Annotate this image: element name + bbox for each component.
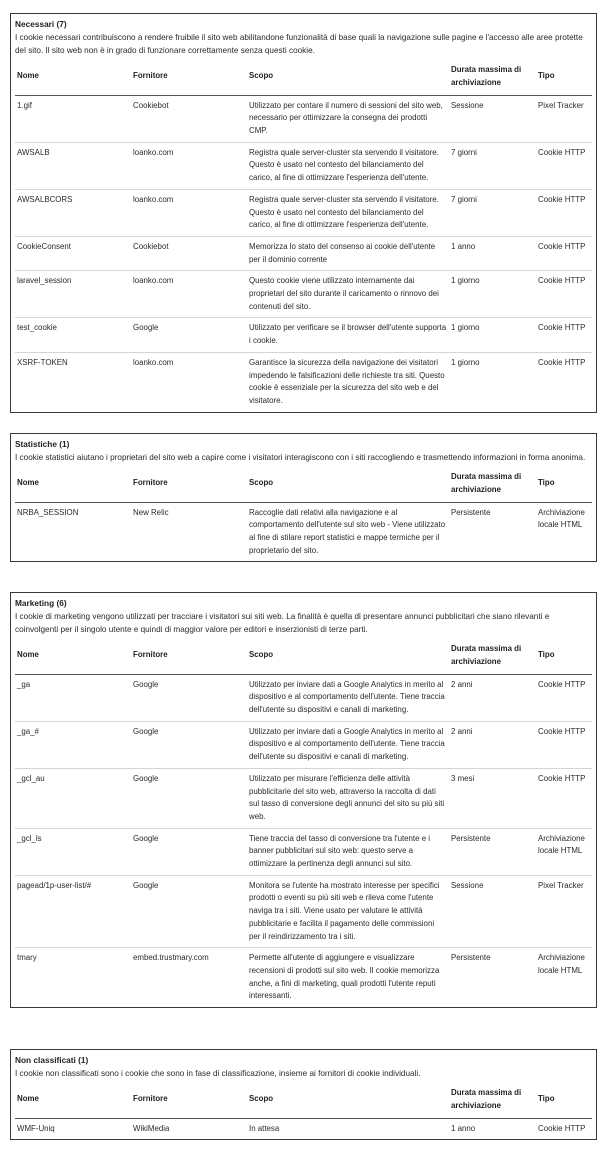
cell-type: Pixel Tracker [536, 875, 592, 948]
cell-type: Cookie HTTP [536, 674, 592, 721]
cell-name: pagead/1p-user-list/# [15, 875, 131, 948]
section-unclassified [10, 1049, 597, 1140]
table-header-row [15, 1085, 592, 1118]
cell-type: Cookie HTTP [536, 318, 592, 352]
cell-provider: Google [131, 318, 247, 352]
cell-provider: Google [131, 875, 247, 948]
cookie-table [15, 1085, 592, 1139]
section-title: Necessari (7) [15, 19, 67, 29]
cell-name: WMF-Uniq [17, 1123, 55, 1133]
table-row [15, 875, 592, 948]
cell-type: Archiviazione locale HTML [538, 953, 585, 975]
header-purpose: Scopo [247, 62, 449, 95]
cell-purpose: Utilizzato per misurare l'efficienza delle attività pubblicitarie del sito web, attraverso la raccolta di dati sul tasso di conversione degli annunci del sito su più siti web. [247, 768, 449, 828]
cell-purpose: Utilizzato per inviare dati a Google Analytics in merito al dispositivo e al comportamento dell'utente. Tiene traccia dell'utente su dispositivi e canali di marketing. [247, 721, 449, 768]
cell-purpose: Registra quale server-cluster sta servendo il visitatore. Questo è usato nel contesto del bilanciamento del carico, al fine di ottimizzare l'esperienza dell'utente. [247, 142, 449, 189]
header-type: Tipo [536, 62, 592, 95]
cell-type: Cookie HTTP [536, 236, 592, 270]
cell-provider: loanko.com [133, 357, 174, 367]
cell-duration: 3 mesi [449, 768, 536, 828]
cookie-table [15, 641, 592, 1007]
table-row [15, 948, 592, 1007]
header-duration: Durata massima di archiviazione [449, 62, 536, 95]
cell-type: Cookie HTTP [536, 142, 592, 189]
cell-duration: 1 anno [449, 236, 536, 270]
cell-duration: Sessione [449, 95, 536, 142]
cell-name: _ga_# [15, 721, 131, 768]
cell-purpose: Monitora se l'utente ha mostrato interesse per specifici prodotti o eventi su più siti web e rileva come l'utente naviga tra i siti. Viene usato per valutare le attività pubblicitarie e facilita il pagamento delle commissioni per il reindirizzamento tra i siti. [247, 875, 449, 948]
cell-purpose: Garantisce la sicurezza della navigazione dei visitatori impedendo le falsificazioni delle richieste tra siti. Questo cookie è essenziale per la sicurezza del sito web e del visitatore. [249, 357, 445, 405]
cell-type: Cookie HTTP [538, 357, 586, 367]
cell-purpose: Memorizza lo stato del consenso ai cookie dell'utente per il dominio corrente [247, 236, 449, 270]
cell-name: tmary [17, 953, 37, 963]
cookie-table [15, 62, 592, 412]
cell-name: test_cookie [15, 318, 131, 352]
section-title: Non classificati (1) [15, 1055, 89, 1065]
cell-type: Cookie HTTP [536, 189, 592, 236]
section-title: Statistiche (1) [15, 439, 70, 449]
table-row [15, 95, 592, 142]
table-row [15, 828, 592, 875]
cell-duration: 7 giorni [449, 189, 536, 236]
cell-duration: 1 giorno [449, 271, 536, 318]
cell-name: AWSALBCORS [15, 189, 131, 236]
cell-duration: Persistente [451, 953, 491, 963]
cell-type: Cookie HTTP [536, 768, 592, 828]
cell-duration: 1 anno [451, 1123, 476, 1133]
table-header-row [15, 62, 592, 95]
cookie-table [15, 469, 592, 561]
table-header-row [15, 469, 592, 502]
table-row [15, 318, 592, 352]
cell-duration: 1 giorno [451, 357, 480, 367]
cell-purpose: Utilizzato per contare il numero di sessioni del sito web, necessario per ottimizzare la consegna dei prodotti CMP. [247, 95, 449, 142]
table-header-row [15, 641, 592, 674]
cell-name: 1.gif [15, 95, 131, 142]
cell-name: NRBA_SESSION [17, 507, 79, 517]
cell-purpose: Registra quale server-cluster sta servendo il visitatore. Questo è usato nel contesto del bilanciamento del carico, al fine di ottimizzare l'esperienza dell'utente. [247, 189, 449, 236]
header-name: Nome [15, 62, 131, 95]
cell-provider: Google [131, 828, 247, 875]
header-provider: Fornitore [131, 62, 247, 95]
cell-name: XSRF-TOKEN [17, 357, 68, 367]
cell-provider: embed.trustmary.com [133, 953, 209, 963]
top-edge-fragment [0, 0, 610, 5]
cell-type: Archiviazione locale HTML [538, 507, 585, 530]
header-duration: Durata massima di archiviazione [449, 641, 536, 674]
table-row [15, 768, 592, 828]
header-type: Tipo [536, 1085, 592, 1118]
header-name: Nome [15, 1085, 131, 1118]
cell-name: _ga [15, 674, 131, 721]
cell-purpose: Questo cookie viene utilizzato internamente dai proprietari del sito durante il caricamento o rinnovo dei contenuti del sito. [247, 271, 449, 318]
section-title: Marketing (6) [15, 598, 67, 608]
table-row [15, 271, 592, 318]
table-row [15, 236, 592, 270]
cell-purpose: Tiene traccia del tasso di conversione tra l'utente e i banner pubblicitari sul sito web: questo serve a ottimizzare la pertinenza degli annunci sul sito. [247, 828, 449, 875]
header-purpose: Scopo [247, 469, 449, 502]
header-duration: Durata massima di archiviazione [449, 1085, 536, 1118]
cell-duration: 2 anni [449, 721, 536, 768]
cut-off-text [100, 0, 112, 4]
cell-type: Pixel Tracker [536, 95, 592, 142]
section-description: I cookie non classificati sono i cookie che sono in fase di classificazione, insieme ai fornitori di cookie individuali. [15, 1069, 421, 1078]
cell-duration: Sessione [449, 875, 536, 948]
cell-provider: loanko.com [131, 142, 247, 189]
cell-purpose: Utilizzato per verificare se il browser dell'utente supporta i cookie. [247, 318, 449, 352]
cell-provider: Google [131, 768, 247, 828]
cell-type: Cookie HTTP [538, 1123, 586, 1133]
cell-duration: Persistente [449, 828, 536, 875]
cell-duration: 1 giorno [449, 318, 536, 352]
cell-purpose: In attesa [249, 1123, 280, 1133]
cell-type: Cookie HTTP [536, 721, 592, 768]
section-description: I cookie di marketing vengono utilizzati per tracciare i visitatori sui siti web. La finalità è quella di presentare annunci pubblicitari che siano rilevanti e coinvolgenti per il singolo utente e quindi di maggior valore per editori e inserzionisti di terze parti. [15, 612, 550, 634]
cell-provider: WikiMedia [133, 1123, 170, 1133]
cell-provider: Google [131, 674, 247, 721]
cell-provider: loanko.com [131, 189, 247, 236]
header-name: Nome [15, 641, 131, 674]
cell-name: AWSALB [15, 142, 131, 189]
header-purpose: Scopo [247, 641, 449, 674]
cell-duration: 2 anni [449, 674, 536, 721]
table-row [15, 142, 592, 189]
section-statistics [10, 433, 597, 562]
cell-provider: New Relic [133, 507, 169, 517]
header-name: Nome [15, 469, 131, 502]
section-necessary [10, 13, 597, 413]
cell-type: Archiviazione locale HTML [536, 828, 592, 875]
cell-name: _gcl_ls [15, 828, 131, 875]
cell-purpose: Permette all'utente di aggiungere e visualizzare recensioni di prodotti sul sito web. Il cookie memorizza anche, a fini di marketing, quali prodotti l'utente reputi interessanti. [249, 953, 440, 1001]
table-row [15, 352, 592, 411]
header-provider: Fornitore [131, 469, 247, 502]
cell-purpose: Raccoglie dati relativi alla navigazione e al comportamento dell'utente sul sito web - Viene utilizzato al fine di stilare report statistici e mappe termiche per il proprietario del sito. [249, 507, 446, 555]
table-row [15, 1118, 592, 1139]
cell-type: Cookie HTTP [536, 271, 592, 318]
cell-provider: loanko.com [131, 271, 247, 318]
cell-duration: 7 giorni [449, 142, 536, 189]
table-row [15, 502, 592, 561]
cell-name: _gcl_au [15, 768, 131, 828]
header-purpose: Scopo [247, 1085, 449, 1118]
header-provider: Fornitore [131, 1085, 247, 1118]
cell-purpose: Utilizzato per inviare dati a Google Analytics in merito al dispositivo e al comportamento dell'utente. Tiene traccia dell'utente su dispositivi e canali di marketing. [247, 674, 449, 721]
cell-provider: Cookiebot [131, 236, 247, 270]
cell-provider: Google [131, 721, 247, 768]
header-provider: Fornitore [131, 641, 247, 674]
header-duration: Durata massima di archiviazione [449, 469, 536, 502]
header-type: Tipo [536, 641, 592, 674]
table-row [15, 674, 592, 721]
section-description: I cookie necessari contribuiscono a rendere fruibile il sito web abilitandone funzionalità di base quali la navigazione sulle pagine e l'accesso alle aree protette del sito. Il sito web non è in grado di funzionare correttamente senza questi cookie. [15, 33, 583, 55]
cell-name: laravel_session [15, 271, 131, 318]
table-row [15, 189, 592, 236]
header-type: Tipo [536, 469, 592, 502]
section-description: I cookie statistici aiutano i proprietari del sito web a capire come i visitatori interagiscono con i siti raccogliendo e trasmettendo informazioni in forma anonima. [15, 453, 586, 462]
section-marketing [10, 592, 597, 1008]
cell-name: CookieConsent [15, 236, 131, 270]
table-row [15, 721, 592, 768]
cell-provider: Cookiebot [131, 95, 247, 142]
cell-duration: Persistente [451, 507, 491, 517]
